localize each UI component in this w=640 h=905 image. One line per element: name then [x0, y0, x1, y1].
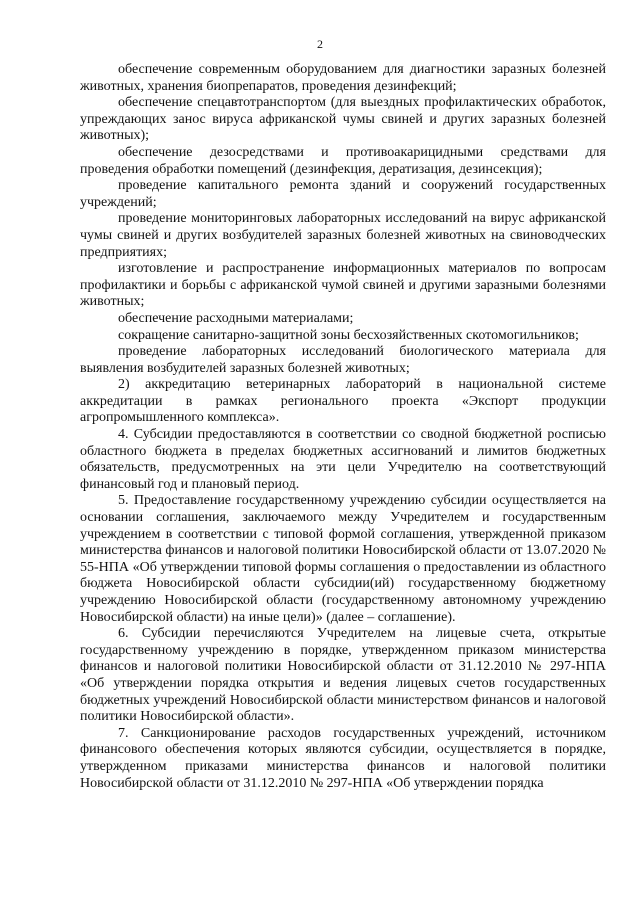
paragraph-monitoring-research: проведение мониторинговых лабораторных исследований на вирус африканской чумы свиней и других возбудителей заразных болезней животных на свиноводческих предприятиях;: [80, 211, 606, 260]
paragraph-item-6: 6. Субсидии перечисляются Учредителем на лицевые счета, открытые государственному учреждению в порядке, утвержденном приказом министерства финансов и налоговой политики Новосибирской области от 31.12.2010 № 297-НПА «Об утверждении порядка открытия и ведения лицевых счетов государственных бюджетных учреждений Новосибирской области министерством финансов и налоговой политики Новосибирской области».: [80, 626, 606, 725]
paragraph-item-4: 4. Субсидии предоставляются в соответствии со сводной бюджетной росписью областного бюджета в пределах бюджетных ассигнований и лимитов бюджетных обязательств, предусмотренных на эти цели Учредителю на соответствующий финансовый год и плановый период.: [80, 427, 606, 492]
paragraph-item-7: 7. Санкционирование расходов государственных учреждений, источником финансового обеспечения которых являются субсидии, осуществляется в порядке, утвержденном приказами министерства финансов и налоговой политики Новосибирской области от 31.12.2010 № 297-НПА «Об утверждении порядка: [80, 725, 606, 791]
page-number: 2: [317, 37, 323, 51]
paragraph-consumables: обеспечение расходными материалами;: [118, 310, 354, 326]
paragraph-information-materials: изготовление и распространение информационных материалов по вопросам профилактики и борьбы с африканской чумой свиней и другими заразными болезнями животных;: [80, 261, 606, 310]
paragraph-vehicles: обеспечение спецавтотранспортом (для выездных профилактических обработок, упреждающих занос вируса африканской чумы свиней и других заразных болезней животных);: [80, 95, 606, 144]
paragraph-accreditation: 2) аккредитацию ветеринарных лабораторий в национальной системе аккредитации в рамках регионального проекта «Экспорт продукции агропромышленного комплекса».: [80, 377, 606, 426]
paragraph-capital-repair: проведение капитального ремонта зданий и сооружений государственных учреждений;: [80, 178, 606, 210]
paragraph-sanitary-zone: сокращение санитарно-защитной зоны бесхозяйственных скотомогильников;: [118, 327, 579, 343]
paragraph-item-5: 5. Предоставление государственному учреждению субсидии осуществляется на основании соглашения, заключаемого между Учредителем и государственным учреждением в соответствии с типовой формой соглашения, утвержденной приказом министерства финансов и налоговой политики Новосибирской области от 13.07.2020 № 55-НПА «Об утверждении типовой формы соглашения о предоставлении из областного бюджета Новосибирской области субсидии(ий) государственному бюджетному учреждению Новосибирской области (государственному автономному учреждению Новосибирской области) на иные цели)» (далее – соглашение).: [80, 493, 606, 625]
paragraph-equipment: обеспечение современным оборудованием для диагностики заразных болезней животных, хранения биопрепаратов, проведения дезинфекций;: [80, 62, 606, 94]
paragraph-disinfectants: обеспечение дезосредствами и противоакарицидными средствами для проведения обработки помещений (дезинфекция, дератизация, дезинсекция);: [80, 144, 606, 177]
document-body: [80, 62, 606, 792]
paragraph-lab-research: проведение лабораторных исследований биологического материала для выявления возбудителей заразных болезней животных;: [80, 344, 606, 376]
